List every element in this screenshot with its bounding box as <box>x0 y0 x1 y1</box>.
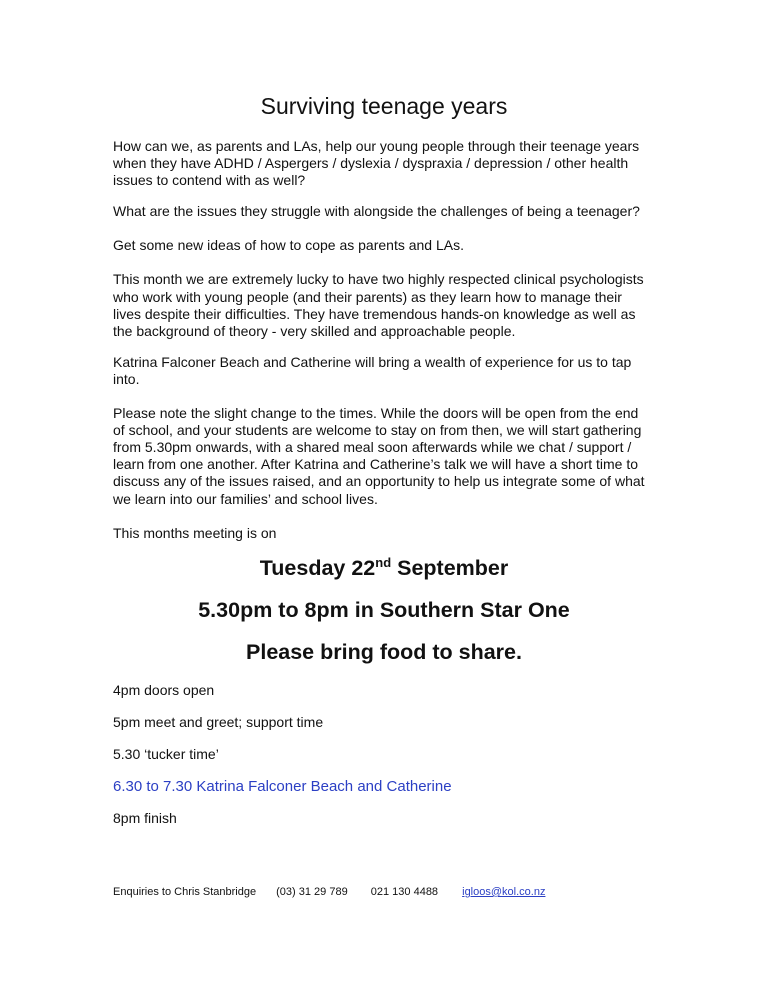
ideas-paragraph: Get some new ideas of how to cope as parents and LAs. <box>113 237 464 254</box>
meeting-date <box>0 555 768 581</box>
speakers-paragraph: Katrina Falconer Beach and Catherine will bring a wealth of experience for us to tap into. <box>113 353 632 387</box>
schedule-list <box>113 682 653 827</box>
schedule-item: 4pm doors open <box>113 681 215 698</box>
meeting-date-suffix: nd <box>375 554 392 570</box>
enquiries-footer <box>113 885 545 899</box>
schedule-item-talk: 6.30 to 7.30 Katrina Falconer Beach and Catherine <box>113 777 452 795</box>
times-paragraph: Please note the slight change to the times. While the doors will be open from the end of school, and your students are welcome to stay on from then, we will start gathering from 5.30pm onwards, with a shared meal soon afterwards while we chat / support / learn from one another. After Katrina and Catherine’s talk we will have a short time to discuss any of the issues raised, and an opportunity to help us integrate some of what we learn into our families’ and school lives. <box>113 405 645 507</box>
mobile-number: 021 130 4488 <box>370 886 439 898</box>
psychologists-paragraph: This month we are extremely lucky to have two highly respected clinical psychologists who work with young people (and their parents) as they learn how to manage their lives despite their difficulties. They have tremendous hands-on knowledge as well as the background of theory - very skilled and approachable people. <box>113 271 644 339</box>
meeting-intro: This months meeting is on <box>113 524 277 541</box>
schedule-item: 5pm meet and greet; support time <box>113 713 324 730</box>
issues-paragraph: What are the issues they struggle with alongside the challenges of being a teenager? <box>113 203 640 220</box>
meeting-date-month: September <box>391 555 509 580</box>
page-title: Surviving teenage years <box>260 93 508 119</box>
intro-paragraph: How can we, as parents and LAs, help our young people through their teenage years when they have ADHD / Aspergers / dyslexia / dyspraxia / depression / other health issues to contend with as well? <box>113 138 640 189</box>
email-link[interactable]: igloos@kol.co.nz <box>462 886 546 898</box>
meeting-date-day: Tuesday 22 <box>259 555 376 580</box>
schedule-item: 8pm finish <box>113 810 177 827</box>
enquiries-label: Enquiries to Chris Stanbridge <box>113 886 257 898</box>
document-body <box>113 138 653 842</box>
meeting-time-place: 5.30pm to 8pm in Southern Star One <box>198 597 570 622</box>
phone-number: (03) 31 29 789 <box>276 886 348 898</box>
food-note: Please bring food to share. <box>246 639 522 664</box>
schedule-item: 5.30 ‘tucker time’ <box>113 745 219 762</box>
